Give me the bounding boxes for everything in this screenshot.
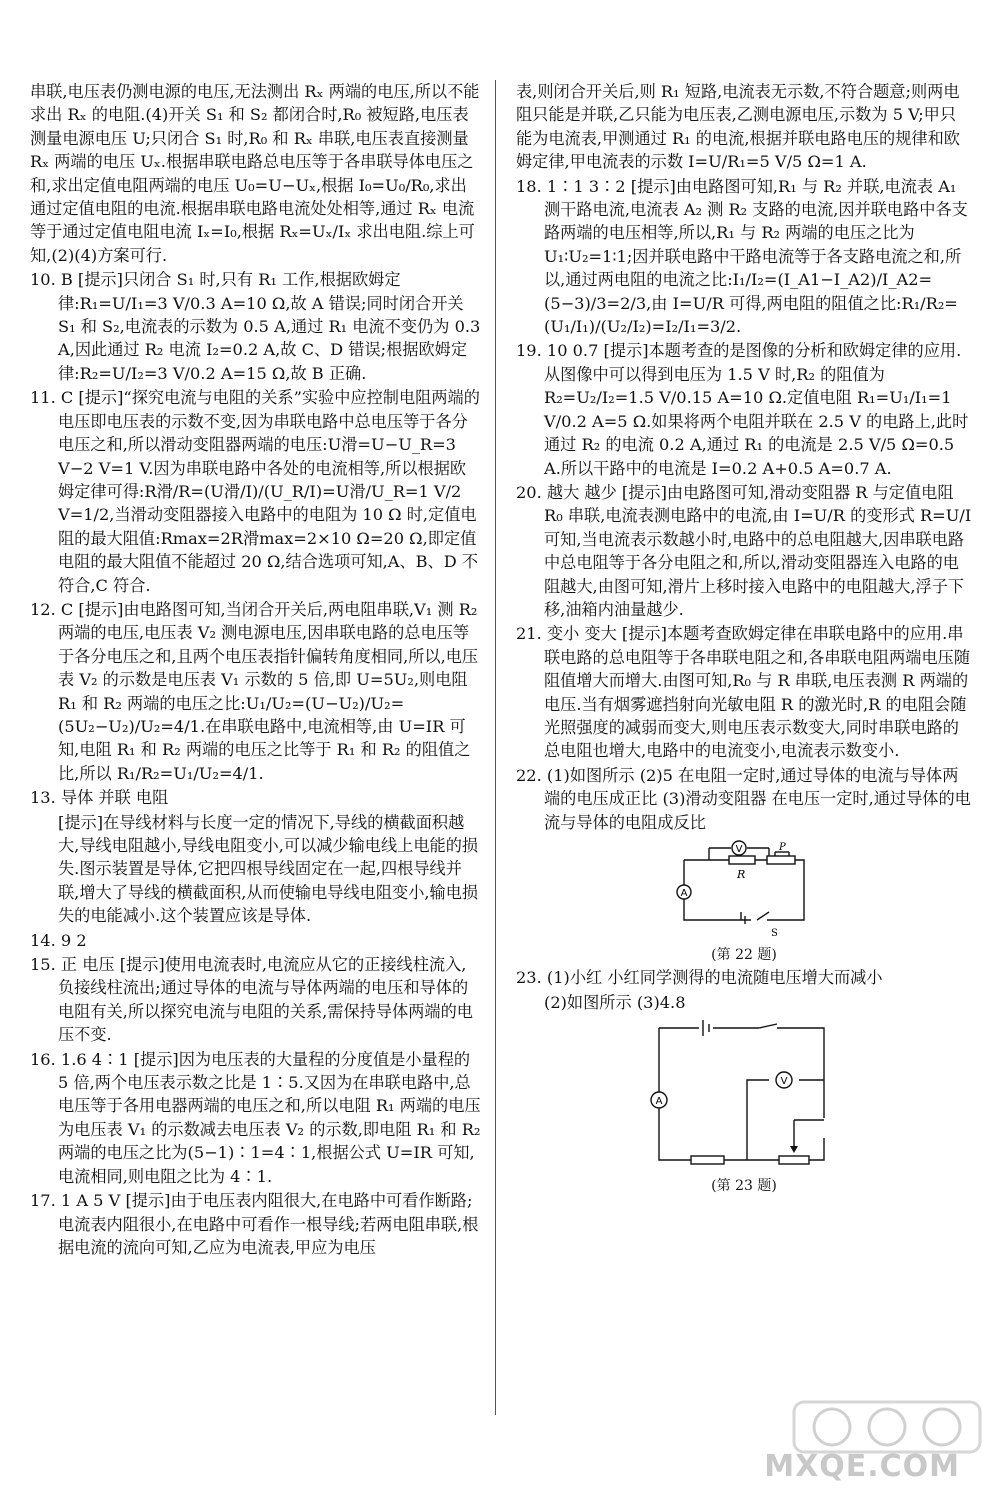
figure-23 xyxy=(516,1020,972,1194)
circuit-diagram-23 xyxy=(649,1020,839,1170)
figure-22-caption: (第 22 题) xyxy=(711,947,777,964)
answer-20: 20. 越大 越少 [提示]由电路图可知,滑动变阻器 R 与定值电阻 R₀ 串联,电流表测电路中的电流,由 I=U/R 的变形式 R=U/I 可知,当电流表示数越小时,电路中的总电阻越大,因串联电路中总电阻等于各分电阻之和,所以,滑动变阻器连入电路的电阻越大,由图可知,滑片上移时接入电路中的电阻越大,浮子下移,油箱内油量越少. xyxy=(516,482,972,619)
slider-label: P xyxy=(779,842,786,853)
answer-17: 17. 1 A 5 V [提示]由于电压表内阻很大,在电路中可看作断路;电流表内阻很小,在电路中可看作一根导线;若两电阻串联,根据电流的流向可知,乙应为电流表,甲应为电压 xyxy=(30,1191,479,1257)
answer-11: 11. C [提示]“探究电流与电阻的关系”实验中应控制电阻两端的电压即电压表的示数不变,因为串联电路中总电压等于各分电压之和,所以滑动变阻器两端的电压:U滑=U−U_R=3 V−2 V=1 V.因为串联电路中各处的电流相等,所以根据欧姆定律可得:R滑/R=(U滑/I)/(U_R/I)=U滑/U_R=1 V/2 V=1/2,当滑动变阻器接入电路中的电阻为 10 Ω 时,定值电阻的最大阻值:Rmax=2R滑max=2×10 Ω=20 Ω,即定值电阻的最大阻值不能超过 20 Ω,结合选项可知,A、B、D 不符合,C 符合. xyxy=(30,388,480,595)
answer-19: 19. 10 0.7 [提示]本题考查的是图像的分析和欧姆定律的应用.从图像中可以得到电压为 1.5 V 时,R₂ 的阻值为 R₂=U₂/I₂=1.5 V/0.15 A=10 Ω.定值电阻 R₁=U₁/I₁=1 V/0.2 A=5 Ω.如果将两个电阻并联在 2.5 V 的电路上,此时通过 R₂ 的电流 0.2 A,通过 R₁ 的电流是 2.5 V/5 Ω=0.5 A.所以干路中的电流是 I=0.2 A+0.5 A=0.7 A. xyxy=(516,341,969,478)
resistor-label: R xyxy=(737,868,746,881)
figure-22 xyxy=(516,840,972,964)
answer-18: 18. 1∶1 3∶2 [提示]由电路图可知,R₁ 与 R₂ 并联,电流表 A₁ 测干路电流,电流表 A₂ 测 R₂ 支路的电流,因并联电路中各支路两端的电压相等,所以,R₁ 与 R₂ 两端的电压之比为 U₁∶U₂=1∶1;因并联电路中干路电流等于各支路电流之和,所以,通过两电阻的电流之比:I₁/I₂=(I_A1−I_A2)/I_A2=(5−3)/3=2/3,由 I=U/R 可得,两电阻的阻值之比:R₁/R₂=(U₁/I₁)/(U₂/I₂)=I₂/I₁=3/2. xyxy=(516,176,968,337)
answer-10: 10. B [提示]只闭合 S₁ 时,只有 R₁ 工作,根据欧姆定律:R₁=U/I₁=3 V/0.3 A=10 Ω,故 A 错误;同时闭合开关 S₁ 和 S₂,电流表的示数为 0.5 A,通过 R₁ 电流不变仍为 0.3 A,因此通过 R₂ 电流 I₂=0.2 A,故 C、D 错误;根据欧姆定律:R₂=U/I₂=3 V/0.2 A=15 Ω,故 B 正确. xyxy=(30,270,481,383)
answer-23-part2: (2)如图所示 (3)4.8 xyxy=(544,992,686,1012)
ammeter-label: A xyxy=(680,888,688,899)
answer-17-continued: 表,则闭合开关后,则 R₁ 短路,电流表无示数,不符合题意;则两电阻只能是并联,乙只能为电压表,乙测电源电压,示数为 5 V;甲只能为电流表,甲测通过 R₁ 的电流,根据并联电路电压的规律和欧姆定律,甲电流表的示数 I=U/R₁=5 V/5 Ω=1 A. xyxy=(516,82,960,172)
voltmeter-label-23: V xyxy=(780,1076,788,1088)
answer-13: 13. 导体 并联 电阻 xyxy=(30,788,169,808)
right-column xyxy=(516,80,972,1197)
ammeter-label-23: A xyxy=(655,1096,663,1108)
column-divider xyxy=(495,80,496,1415)
watermark-text: MXQE.COM xyxy=(764,1449,960,1484)
answer-13-hint: [提示]在导线材料与长度一定的情况下,导线的横截面积越大,导线电阻越小,导线电阻变小,可以减少输电线上电能的损失.图示装置是导体,它把四根导线固定在一起,四根导线并联,增大了导线的横截面积,从而使输电导线电阻变小,输电损失的电能减小.这个装置应该是导体. xyxy=(58,812,479,926)
answer-21: 21. 变小 变大 [提示]本题考查欧姆定律在串联电路中的应用.串联电路的总电阻等于各串联电阻之和,各串联电阻两端电压随阻值增大而增大.由图可知,R₀ 与 R 串联,电压表测 R 两端的电压.当有烟雾遮挡射向光敏电阻 R 的激光时,R 的电阻会随光照强度的减弱而变大,则电压表示数变大,同时串联电路的总电阻也增大,电路中的电流变小,电流表示数变小. xyxy=(516,624,971,761)
answer-23: 23. (1)小红 小红同学测得的电流随电压增大而减小 xyxy=(516,968,883,988)
answer-22: 22. (1)如图所示 (2)5 在电阻一定时,通过导体的电流与导体两端的电压成正比 (3)滑动变阻器 在电压一定时,通过导体的电流与导体的电阻成反比 xyxy=(516,765,971,832)
figure-23-caption: (第 23 题) xyxy=(711,1177,777,1194)
answer-15: 15. 正 电压 [提示]使用电流表时,电流应从它的正接线柱流入,负接线柱流出;通过导体的电流与导体两端的电压和导体的电阻有关,所以探究电流与电阻的关系,需保持导体两端的电压不变. xyxy=(30,955,473,1045)
circuit-diagram-22 xyxy=(669,840,819,940)
answer-14: 14. 9 2 xyxy=(30,930,87,950)
voltmeter-label: V xyxy=(735,844,743,855)
left-column xyxy=(30,80,482,1260)
answer-9-continued: 串联,电压表仍测电源的电压,无法测出 Rₓ 两端的电压,所以不能求出 Rₓ 的电阻.(4)开关 S₁ 和 S₂ 都闭合时,R₀ 被短路,电压表测量电源电压 U;只闭合 S₁ 时,R₀ 和 Rₓ 串联,电压表直接测量 Rₓ 两端的电压 Uₓ.根据串联电路总电压等于各串联导体电压之和,求出定值电阻两端的电压 U₀=U−Uₓ,根据 I₀=U₀/R₀,求出通过定值电阻的电流.根据串联电路电流处处相等,通过 Rₓ 电流等于通过定值电阻电流 Iₓ=I₀,根据 Rₓ=Uₓ/Iₓ 求出电阻.综上可知,(2)(4)方案可行. xyxy=(30,82,480,265)
switch-label: S xyxy=(771,928,778,939)
answer-16: 16. 1.6 4∶1 [提示]因为电压表的大量程的分度值是小量程的 5 倍,两个电压表示数之比是 1∶5.又因为在串联电路中,总电压等于各用电器两端的电压之和,所以电阻 R₁ 两端的电压为电压表 V₁ 的示数减去电压表 V₂ 的示数,即电阻 R₁ 和 R₂ 两端的电压之比为(5−1)∶1=4∶1,根据公式 U=IR 可知,电流相同,则电阻之比为 4∶1. xyxy=(30,1049,481,1186)
answer-12: 12. C [提示]由电路图可知,当闭合开关后,两电阻串联,V₁ 测 R₂ 两端的电压,电压表 V₂ 测电源电压,因串联电路的总电压等于各分电压之和,且两个电压表指针偏转角度相同,所以,电压表 V₂ 的示数是电压表 V₁ 示数的 5 倍,即 U=5U₂,则电阻 R₁ 和 R₂ 两端的电压之比:U₁/U₂=(U−U₂)/U₂=(5U₂−U₂)/U₂=4/1.在串联电路中,电流相等,由 U=IR 可知,电阻 R₁ 和 R₂ 两端的电压之比等于 R₁ 和 R₂ 的阻值之比,所以 R₁/R₂=U₁/U₂=4/1. xyxy=(30,599,479,783)
